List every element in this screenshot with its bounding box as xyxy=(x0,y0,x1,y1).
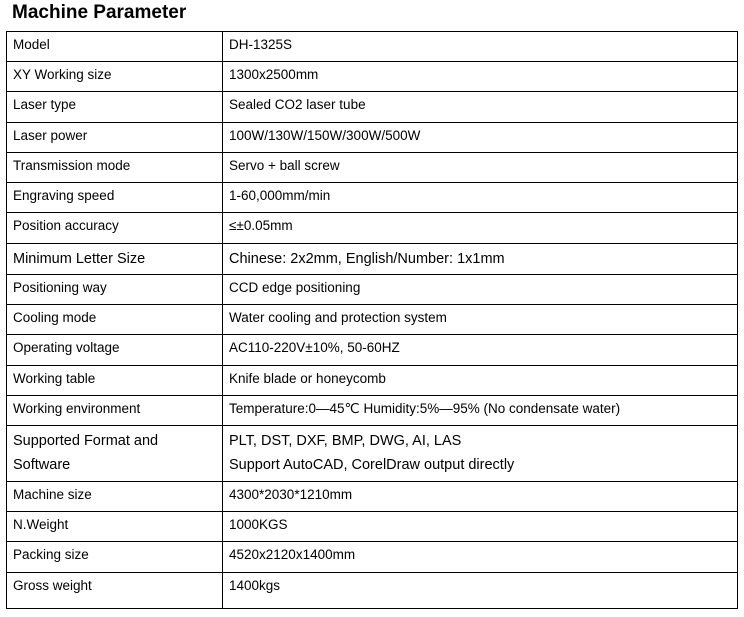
row-label-engraving-speed: Engraving speed xyxy=(7,183,223,213)
row-label-packing-size: Packing size xyxy=(7,542,223,573)
row-label-working-environment: Working environment xyxy=(7,396,223,426)
table-row xyxy=(7,123,738,153)
table-row xyxy=(7,512,738,542)
table-row xyxy=(7,244,738,275)
row-value-supported-format xyxy=(223,426,738,482)
row-label-xy-working-size: XY Working size xyxy=(7,62,223,92)
row-label-position-accuracy: Position accuracy xyxy=(7,213,223,244)
table-row xyxy=(7,426,738,482)
row-value-n-weight: 1000KGS xyxy=(223,512,738,542)
row-label-laser-type: Laser type xyxy=(7,92,223,123)
row-value-gross-weight: 1400kgs xyxy=(223,573,738,609)
table-row xyxy=(7,62,738,92)
row-label-cooling-mode: Cooling mode xyxy=(7,305,223,335)
row-value-engraving-speed: 1-60,000mm/min xyxy=(223,183,738,213)
row-value-laser-power: 100W/130W/150W/300W/500W xyxy=(223,123,738,153)
row-label-supported-format-line2: Software xyxy=(13,457,71,473)
row-value-transmission-mode: Servo + ball screw xyxy=(223,153,738,183)
row-value-cooling-mode: Water cooling and protection system xyxy=(223,305,738,335)
table-row xyxy=(7,32,738,62)
table-row xyxy=(7,213,738,244)
row-value-supported-format-line1: PLT, DST, DXF, BMP, DWG, AI, LAS xyxy=(229,433,462,449)
row-value-model: DH-1325S xyxy=(223,32,738,62)
row-label-transmission-mode: Transmission mode xyxy=(7,153,223,183)
row-label-supported-format-line1: Supported Format and xyxy=(13,433,159,449)
row-value-working-environment: Temperature:0—45℃ Humidity:5%—95% (No condensate water) xyxy=(223,396,738,426)
row-value-supported-format-line2: Support AutoCAD, CorelDraw output directly xyxy=(229,457,515,473)
table-row xyxy=(7,153,738,183)
table-row xyxy=(7,573,738,609)
row-label-n-weight: N.Weight xyxy=(7,512,223,542)
row-value-packing-size: 4520x2120x1400mm xyxy=(223,542,738,573)
table-row xyxy=(7,396,738,426)
row-label-minimum-letter-size: Minimum Letter Size xyxy=(7,244,223,275)
table-row xyxy=(7,482,738,512)
row-label-operating-voltage: Operating voltage xyxy=(7,335,223,366)
page-title: Machine Parameter xyxy=(12,2,187,23)
table-row xyxy=(7,542,738,573)
row-value-minimum-letter-size: Chinese: 2x2mm, English/Number: 1x1mm xyxy=(223,244,738,275)
table-row xyxy=(7,366,738,396)
row-label-laser-power: Laser power xyxy=(7,123,223,153)
table-row xyxy=(7,305,738,335)
table-row xyxy=(7,183,738,213)
row-value-operating-voltage: AC110-220V±10%, 50-60HZ xyxy=(223,335,738,366)
row-value-machine-size: 4300*2030*1210mm xyxy=(223,482,738,512)
row-value-xy-working-size: 1300x2500mm xyxy=(223,62,738,92)
table-row xyxy=(7,92,738,123)
table-row xyxy=(7,275,738,305)
row-value-laser-type: Sealed CO2 laser tube xyxy=(223,92,738,123)
row-label-gross-weight: Gross weight xyxy=(7,573,223,609)
table-row xyxy=(7,335,738,366)
row-label-working-table: Working table xyxy=(7,366,223,396)
row-value-positioning-way: CCD edge positioning xyxy=(223,275,738,305)
row-label-supported-format xyxy=(7,426,223,482)
row-label-model: Model xyxy=(7,32,223,62)
row-label-positioning-way: Positioning way xyxy=(7,275,223,305)
row-label-machine-size: Machine size xyxy=(7,482,223,512)
parameter-table xyxy=(6,31,738,609)
row-value-working-table: Knife blade or honeycomb xyxy=(223,366,738,396)
row-value-position-accuracy: ≤±0.05mm xyxy=(223,213,738,244)
